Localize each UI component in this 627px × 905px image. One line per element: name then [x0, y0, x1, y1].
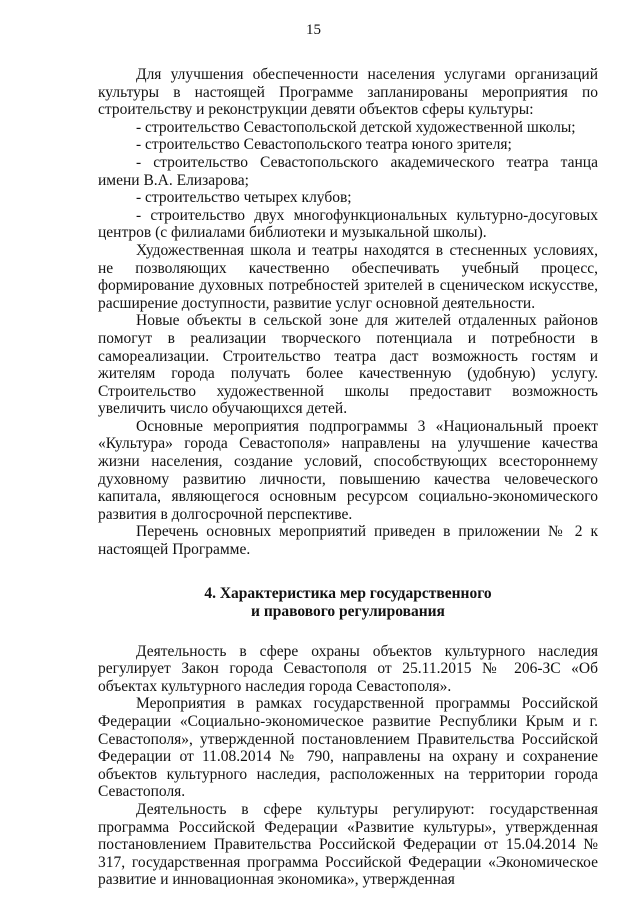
- list-item: - строительство Севастопольского театра юного зрителя;: [136, 136, 512, 154]
- document-body: [98, 66, 598, 889]
- paragraph: Перечень основных мероприятий приведен в приложении № 2 к настоящей Программе.: [98, 523, 598, 559]
- list-item: - строительство Севастопольской детской художественной школы;: [136, 118, 576, 136]
- section-heading-line1: 4. Характеристика мер государственного: [204, 584, 492, 602]
- list-item: - строительство двух многофункциональных культурно-досуговых центров (с филиалами библиотеки и музыкальной школы).: [98, 206, 598, 242]
- page-number: 15: [306, 22, 321, 38]
- paragraph: Мероприятия в рамках государственной программы Российской Федерации «Социально-экономическое развитие Республики Крым и г. Севастополя», утвержденной постановлением Правительства Российской Федерации от 11.08.2014 № 790, направлены на охрану и сохранение объектов культурного наследия, расположенных на территории города Севастополя.: [98, 695, 598, 801]
- list-item: - строительство Севастопольского академического театра танца имени В.А. Елизарова;: [98, 153, 598, 189]
- paragraph: Художественная школа и театры находятся в стесненных условиях, не позволяющих качественно обеспечивать учебный процесс, формирование духовных потребностей зрителей в сценическом искусстве, расширение доступности, развитие услуг основной деятельности.: [98, 241, 598, 312]
- paragraph: Основные мероприятия подпрограммы 3 «Национальный проект «Культура» города Севастополя» направлены на улучшение качества жизни населения, создание условий, способствующих всестороннему духовному развитию личности, повышению качества человеческого капитала, являющегося основным ресурсом социально-экономического развития в долгосрочной перспективе.: [98, 417, 598, 523]
- list-item: - строительство четырех клубов;: [136, 189, 352, 207]
- section-heading-line2: и правового регулирования: [251, 602, 445, 620]
- paragraph: Деятельность в сфере культуры регулируют: государственная программа Российской Федерации «Развитие культуры», утвержденная постановлением Правительства Российской Федерации от 15.04.2014 № 317, государственная программа Российской Федерации «Экономическое развитие и инновационная экономика», утвержденная: [98, 800, 598, 889]
- paragraph: Новые объекты в сельской зоне для жителей отдаленных районов помогут в реализации творческого потенциала и потребности в самореализации. Строительство театра даст возможность гостям и жителям города получать более качественную (удобную) услугу. Строительство художественной школы предоставит возможность увеличить число обучающихся детей.: [98, 312, 598, 418]
- section-heading: [98, 585, 598, 621]
- paragraph: Для улучшения обеспеченности населения услугами организаций культуры в настоящей Программе запланированы мероприятия по строительству и реконструкции девяти объектов сферы культуры:: [98, 66, 598, 119]
- paragraph: Деятельность в сфере охраны объектов культурного наследия регулирует Закон города Севастополя от 25.11.2015 № 206-ЗС «Об объектах культурного наследия города Севастополя».: [98, 642, 598, 695]
